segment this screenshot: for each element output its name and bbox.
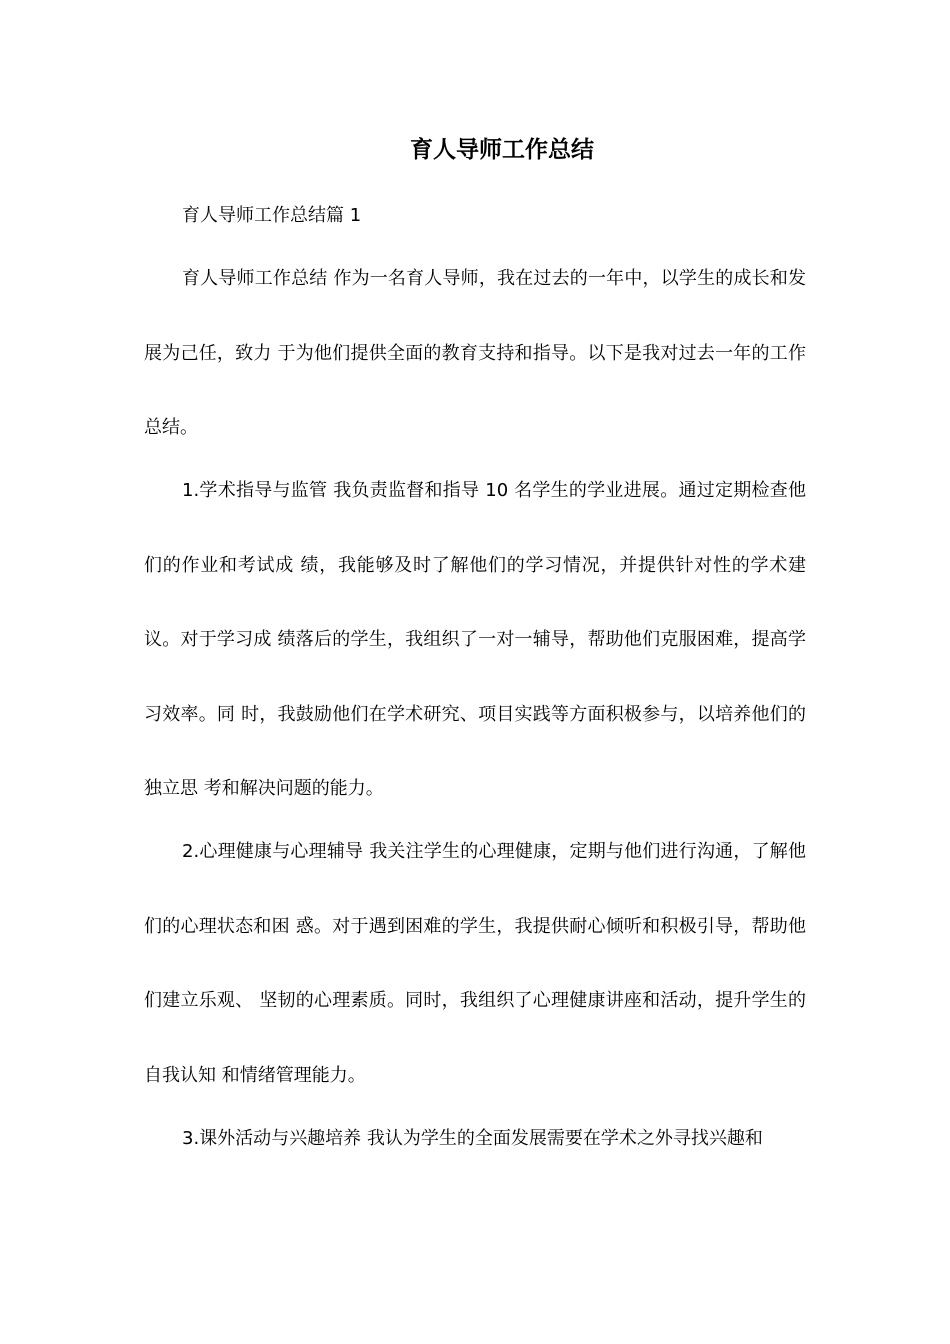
paragraph-academic-guidance: 1.学术指导与监管 我负责监督和指导 10 名学生的学业进展。通过定期检查他们的作业和考试成 绩，我能够及时了解他们的学习情况，并提供针对性的学术建议。对于学习成 绩落后的学生，我组织了一对一辅导，帮助他们克服困难，提高学习效率。同 时，我鼓励他们在学术研究、项目实践等方面积极参与，以培养他们的独立思 考和解决问题的能力。 — [144, 480, 806, 799]
paragraph-mental-health: 2.心理健康与心理辅导 我关注学生的心理健康，定期与他们进行沟通，了解他们的心理状态和困 惑。对于遇到困难的学生，我提供耐心倾听和积极引导，帮助他们建立乐观、 坚韧的心理素质。同时，我组织了心理健康讲座和活动，提升学生的自我认知 和情绪管理能力。 — [144, 841, 806, 1086]
paragraph-intro: 育人导师工作总结 作为一名育人导师，我在过去的一年中，以学生的成长和发展为己任，致力 于为他们提供全面的教育支持和指导。以下是我对过去一年的工作总结。 — [144, 268, 806, 438]
paragraph-extracurricular: 3.课外活动与兴趣培养 我认为学生的全面发展需要在学术之外寻找兴趣和 — [182, 1128, 763, 1149]
document-title: 育人导师工作总结 — [410, 137, 594, 163]
document-subtitle: 育人导师工作总结篇 1 — [182, 205, 362, 226]
